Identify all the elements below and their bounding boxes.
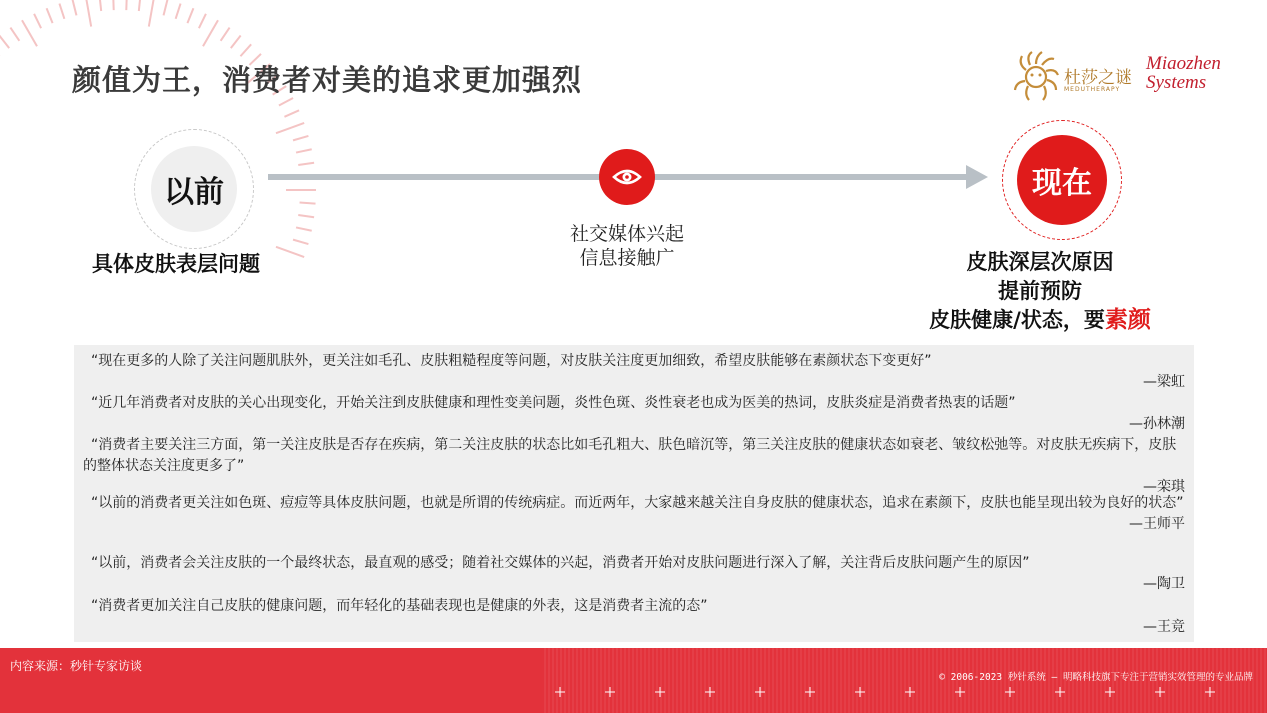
eye-icon — [612, 165, 642, 189]
quote-author: —栾琪 — [1143, 479, 1185, 495]
middle-caption-line1: 社交媒体兴起 — [569, 223, 684, 245]
dial-tick — [284, 110, 299, 117]
footer-source: 内容来源：秒针专家访谈 — [10, 659, 143, 673]
dial-tick — [296, 227, 312, 230]
quote-item — [83, 393, 1185, 435]
quote-author: —王竞 — [1143, 619, 1185, 635]
miaozhen-logo — [1146, 54, 1221, 92]
dial-tick — [0, 36, 9, 49]
dial-tick — [221, 28, 230, 41]
footer-copyright: © 2006-2023 秒针系统 – 明略科技旗下专注于营销实效管理的专业品牌 — [939, 672, 1253, 683]
dial-tick — [149, 0, 154, 27]
after-label: 现在 — [1032, 166, 1092, 201]
dial-tick — [293, 240, 308, 244]
dial-tick — [199, 14, 206, 28]
quote-author: —孙林潮 — [1129, 416, 1185, 432]
before-circle — [134, 129, 254, 249]
dial-tick — [296, 149, 312, 152]
dial-tick — [10, 28, 19, 41]
medutherapy-logo-subtext: MEDUTHERAPY — [1064, 86, 1121, 93]
middle-caption-line2: 信息接触广 — [579, 247, 675, 269]
dial-tick — [176, 4, 181, 19]
miaozhen-logo-line2: Systems — [1146, 72, 1207, 93]
dial-tick — [47, 8, 53, 23]
dial-tick — [113, 0, 114, 10]
after-caption-line3 — [900, 306, 1180, 335]
dial-tick — [300, 203, 316, 204]
dial-tick — [164, 0, 168, 15]
quote-item — [83, 596, 1185, 638]
dial-tick — [298, 215, 314, 217]
dial-tick — [276, 247, 304, 257]
quote-item — [83, 351, 1185, 393]
quote-item — [83, 435, 1185, 498]
dial-tick — [34, 14, 41, 28]
before-label: 以前 — [164, 175, 224, 210]
quote-text: “消费者更加关注自己皮肤的健康问题，而年轻化的基础表现也是健康的外表，这是消费者主流的态” — [91, 598, 708, 614]
dial-tick — [187, 8, 193, 23]
after-caption-highlight: 素颜 — [1104, 307, 1151, 333]
dial-tick — [293, 136, 308, 140]
dial-tick — [59, 4, 64, 19]
footer-bar — [0, 648, 1267, 713]
after-caption-line1: 皮肤深层次原因 — [966, 250, 1114, 274]
dial-tick — [240, 44, 251, 56]
quote-item — [83, 553, 1185, 595]
medutherapy-logo-text: 杜莎之谜 — [1064, 68, 1132, 88]
quote-text: “消费者主要关注三方面，第一关注皮肤是否存在疾病，第二关注皮肤的状态比如毛孔粗大、肤色暗沉等，第三关注皮肤的健康状态如衰老、皱纹松弛等。对皮肤无疾病下，皮肤的整体状态关注度更多了” — [83, 437, 1177, 474]
dial-tick — [298, 163, 314, 165]
social-media-node — [599, 149, 655, 205]
medusa-head-icon — [1012, 50, 1060, 102]
dial-tick — [100, 0, 102, 11]
dial-tick — [126, 0, 127, 10]
after-circle — [1002, 120, 1122, 240]
dial-tick — [276, 123, 304, 133]
dial-tick — [231, 36, 241, 49]
after-caption-line2: 提前预防 — [998, 279, 1082, 303]
middle-caption — [527, 222, 727, 270]
after-caption-line3-prefix: 皮肤健康/状态，要 — [929, 308, 1105, 332]
before-caption: 具体皮肤表层问题 — [92, 252, 260, 276]
quote-author: —王师平 — [1129, 516, 1185, 532]
dial-tick — [86, 0, 91, 27]
quote-text: “以前的消费者更关注如色斑、痘痘等具体皮肤问题，也就是所谓的传统病症。而近两年，大家越来越关注自身皮肤的健康状态，追求在素颜下，皮肤也能呈现出较为良好的状态” — [91, 495, 1184, 511]
dial-tick — [73, 0, 77, 15]
dial-tick — [279, 98, 293, 106]
quotes-panel — [74, 345, 1194, 642]
after-caption — [900, 248, 1180, 335]
quote-text: “近几年消费者对皮肤的关心出现变化，开始关注到皮肤健康和理性变美问题，炎性色斑、炎性衰老也成为医美的热词，皮肤炎症是消费者热衷的话题” — [91, 395, 1016, 411]
dial-tick — [22, 20, 37, 46]
logo-area — [1012, 50, 1221, 106]
quote-item — [83, 493, 1185, 535]
quote-text: “现在更多的人除了关注问题肌肤外，更关注如毛孔、皮肤粗糙程度等问题，对皮肤关注度更加细致，希望皮肤能够在素颜状态下变更好” — [91, 353, 932, 369]
timeline-arrowhead — [966, 165, 988, 189]
page-title: 颜值为王，消费者对美的追求更加强烈 — [72, 63, 583, 97]
miaozhen-logo-line1: Miaozhen — [1146, 53, 1221, 74]
quote-author: —陶卫 — [1143, 576, 1185, 592]
quote-text: “以前，消费者会关注皮肤的一个最终状态，最直观的感受；随着社交媒体的兴起，消费者开始对皮肤问题进行深入了解，关注背后皮肤问题产生的原因” — [91, 555, 1030, 571]
dial-tick — [139, 0, 141, 11]
quote-author: —梁虹 — [1143, 374, 1185, 390]
dial-tick — [203, 20, 218, 46]
